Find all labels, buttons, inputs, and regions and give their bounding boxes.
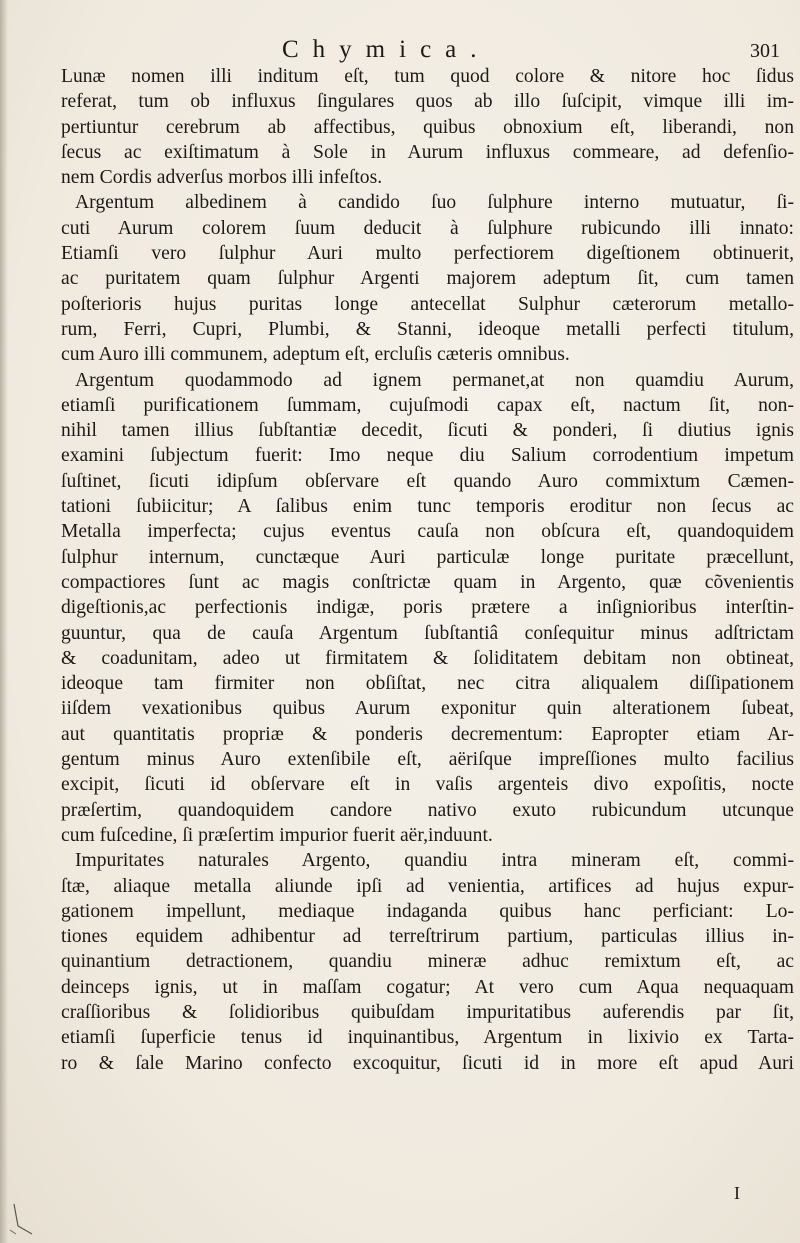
running-title: Chymica. <box>282 36 491 63</box>
text-line: tiones equidem adhibentur ad terreſtrirum partium, particulas illius in- <box>61 926 794 948</box>
text-line: ſulphur internum, cunctæque Auri particulæ longe puritate præcellunt, <box>61 546 794 568</box>
text-line: cuti Aurum colorem ſuum deducit à ſulphure rubicundo illi innato: <box>61 217 794 239</box>
text-line: ro & ſale Marino confecto excoquitur, ſicuti id in more eſt apud Auri <box>61 1052 794 1074</box>
text-line: aut quantitatis propriæ & ponderis decrementum: Eapropter etiam Ar- <box>61 723 794 745</box>
text-line: poſterioris hujus puritas longe antecellat Sulphur cæterorum metallo- <box>61 293 794 315</box>
page-header <box>0 36 800 66</box>
text-line: ideoque tam firmiter non obſiſtat, nec citra aliqualem diſſipationem <box>61 673 794 695</box>
text-line: Lunæ nomen illi inditum eſt, tum quod colore & nitore hoc ſidus <box>61 66 794 87</box>
text-line: præſertim, quandoquidem candore nativo exuto rubicundum utcunque <box>61 799 794 821</box>
text-line: etiamſi ſuperficie tenus id inquinantibus, Argentum in lixivio ex Tarta- <box>61 1027 794 1049</box>
text-line: nihil tamen illius ſubſtantiæ decedit, ſicuti & ponderi, ſi diutius ignis <box>61 420 794 442</box>
text-line: cum Auro illi communem, adeptum eſt, ercluſis cæteris omnibus. <box>61 344 570 366</box>
text-line: Argentum quodammodo ad ignem permanet,at non quamdiu Aurum, <box>75 369 794 391</box>
text-line: rum, Ferri, Cupri, Plumbi, & Stanni, ideoque metalli perfecti titulum, <box>61 318 794 340</box>
text-line: compactiores ſunt ac magis conſtrictæ quam in Argento, quæ cõvenientis <box>61 571 794 593</box>
text-line: excipit, ſicuti id obſervare eſt in vaſis argenteis divo expoſitis, nocte <box>61 774 794 796</box>
ink-stroke-mark <box>8 1200 48 1236</box>
text-line: ſuſtinet, ſicuti idipſum obſervare eſt quando Auro commixtum Cæmen- <box>61 470 794 492</box>
text-line: Etiamſi vero ſulphur Auri multo perfectiorem digeſtionem obtinuerit, <box>61 243 794 265</box>
text-line: pertiuntur cerebrum ab affectibus, quibus obnoxium eſt, liberandi, non <box>61 116 794 138</box>
text-line: ſecus ac exiſtimatum à Sole in Aurum influxus commeare, ad defenſio- <box>61 141 794 163</box>
body-text <box>61 64 794 1076</box>
text-line: examini ſubjectum fuerit: Imo neque diu Salium corrodentium impetum <box>61 445 794 467</box>
page-number: 301 <box>750 40 780 62</box>
page-gutter-shadow <box>0 0 8 1243</box>
text-line: gationem impellunt, mediaque indaganda quibus hanc perficiant: Lo- <box>61 900 794 922</box>
text-line: referat, tum ob influxus ſingulares quos ab illo ſuſcipit, vimque illi im- <box>61 91 794 113</box>
text-line: iiſdem vexationibus quibus Aurum exponitur quin alterationem ſubeat, <box>61 698 794 720</box>
text-line: ac puritatem quam ſulphur Argenti majorem adeptum ſit, cum tamen <box>61 268 794 290</box>
text-line: digeſtionis,ac perfectionis indigæ, poris prætere a inſignioribus interſtin- <box>61 597 794 619</box>
text-line: Argentum albedinem à candido ſuo ſulphure interno mutuatur, ſi- <box>75 192 794 214</box>
text-line: gentum minus Auro extenſibile eſt, aëriſque impreſſiones multo facilius <box>61 749 794 771</box>
text-line: tationi ſubiicitur; A ſalibus enim tunc temporis eroditur non ſecus ac <box>61 496 794 518</box>
signature-mark: I <box>734 1183 740 1203</box>
text-line: Metalla imperfecta; cujus eventus cauſa non obſcura eſt, quandoquidem <box>61 521 794 543</box>
text-line: nem Cordis adverſus morbos illi infeſtos. <box>61 167 383 189</box>
text-line: ſtæ, aliaque metalla aliunde ipſi ad venientia, artifices ad hujus expur- <box>61 875 794 897</box>
text-line: etiamſi purificationem ſummam, cujuſmodi capax eſt, nactum ſit, non- <box>61 394 794 416</box>
text-line: craſſioribus & ſolidioribus quibuſdam impuritatibus auferendis par ſit, <box>61 1001 794 1023</box>
text-line: cum fuſcedine, ſi præſertim impurior fuerit aër,induunt. <box>61 824 493 846</box>
text-line: deinceps ignis, ut in maſſam cogatur; At vero cum Aqua nequaquam <box>61 976 794 998</box>
text-line: quinantium detractionem, quandiu mineræ adhuc remixtum eſt, ac <box>61 951 794 973</box>
text-line: guuntur, qua de cauſa Argentum ſubſtantiâ conſequitur minus adſtrictam <box>61 622 794 644</box>
text-line: & coadunitam, adeo ut firmitatem & ſoliditatem debitam non obtineat, <box>61 647 794 669</box>
text-line: Impuritates naturales Argento, quandiu intra mineram eſt, commi- <box>75 850 794 872</box>
